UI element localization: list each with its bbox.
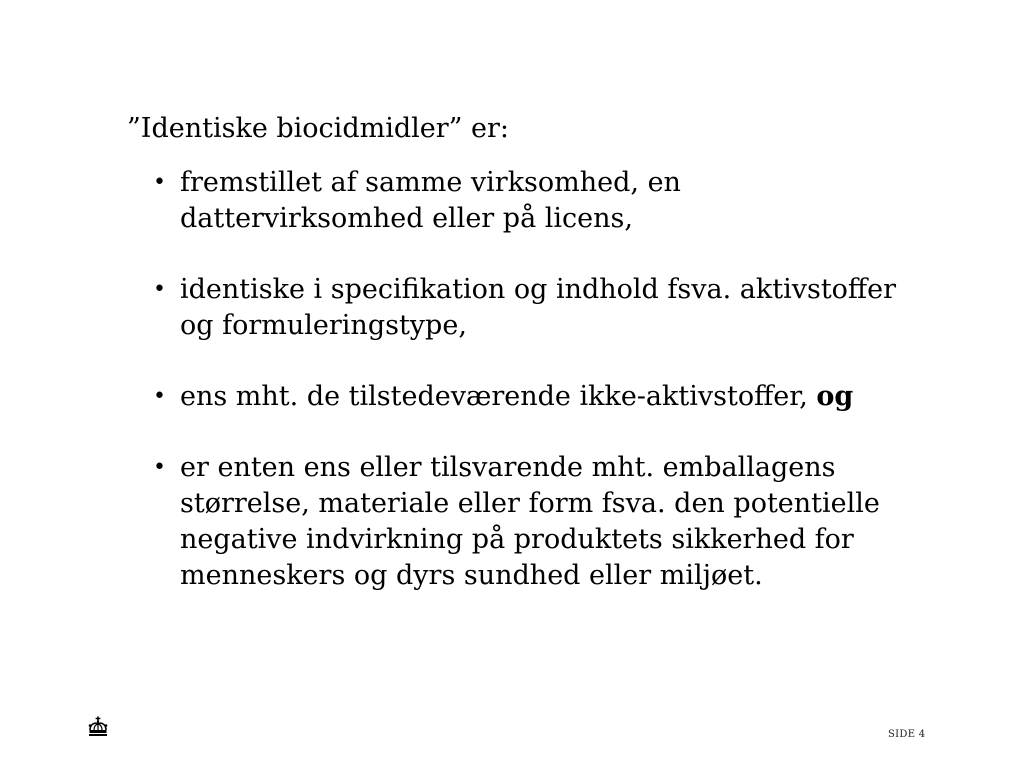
- bullet-3-line-1: [180, 379, 927, 415]
- bullet-2-line-2: og formuleringstype,: [180, 310, 467, 341]
- bullet-1-line-2: dattervirksomhed eller på licens,: [180, 203, 633, 234]
- crown-icon: [87, 716, 109, 738]
- bullet-item-4: [127, 450, 927, 594]
- bullet-4-line-1: er enten ens eller tilsvarende mht. emballagens: [180, 452, 836, 483]
- bullet-item-3: [127, 379, 927, 415]
- bullet-4-line-3: negative indvirkning på produktets sikkerhed for: [180, 524, 854, 555]
- page-number: SIDE 4: [888, 729, 926, 740]
- slide-content: [127, 111, 927, 629]
- bullet-dot: •: [153, 455, 166, 480]
- bullet-2-line-1: identiske i specifikation og indhold fsva. aktivstoffer: [180, 274, 896, 305]
- bullet-item-2: [127, 272, 927, 344]
- bullet-dot: •: [153, 384, 166, 409]
- bullet-1-line-1: fremstillet af samme virksomhed, en: [180, 167, 681, 198]
- bullet-4-line-4: menneskers og dyrs sundhed eller miljøet.: [180, 560, 763, 591]
- bullet-item-1: [127, 165, 927, 237]
- bullet-3-text: ens mht. de tilstedeværende ikke-aktivstoffer,: [180, 381, 817, 412]
- bullet-list: [127, 165, 927, 594]
- bullet-dot: •: [153, 277, 166, 302]
- bullet-3-bold-text: og: [816, 381, 854, 412]
- bullet-4-line-2: størrelse, materiale eller form fsva. den potentielle: [180, 488, 880, 519]
- intro-heading: ”Identiske biocidmidler” er:: [127, 113, 510, 144]
- bullet-dot: •: [153, 170, 166, 195]
